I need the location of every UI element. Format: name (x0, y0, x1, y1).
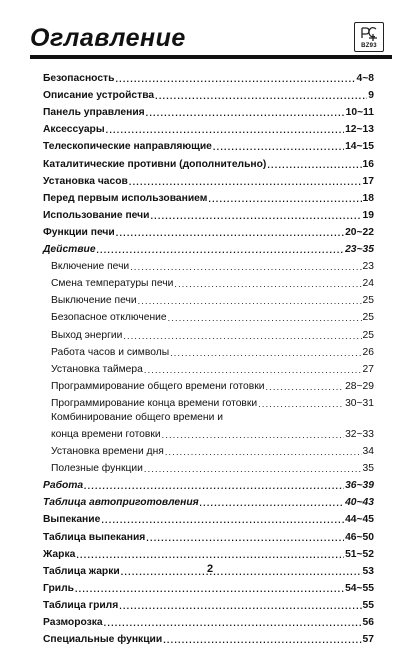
toc-entry (43, 509, 374, 526)
toc-entry-page: 46~50 (345, 531, 374, 543)
toc-entry-label: Действие (43, 244, 96, 256)
toc-leader-dots (123, 330, 361, 342)
toc-entry (43, 188, 374, 205)
toc-entry (43, 102, 374, 119)
toc-entry-label: конца времени готовки (51, 428, 161, 440)
toc-entry-page: 27 (362, 363, 374, 375)
toc-entry-label: Таблица гриля (43, 599, 119, 611)
toc-entry (43, 290, 374, 307)
toc-leader-dots (200, 497, 344, 509)
toc-leader-dots (115, 73, 355, 85)
toc-entry (43, 424, 374, 441)
toc-entry-label: Выпекание (43, 514, 101, 526)
toc-leader-dots (146, 107, 345, 119)
toc-entry-label: Комбинирование общего времени и (51, 411, 223, 423)
toc-entry-page: 20~22 (345, 226, 374, 238)
toc-entry-label: Гриль (43, 582, 74, 594)
toc-entry-page: 51~52 (345, 548, 374, 560)
table-of-contents (43, 68, 374, 646)
page-title: Оглавление (30, 24, 186, 52)
toc-entry-label: Таблица выпекания (43, 531, 146, 543)
toc-entry-label: Разморозка (43, 617, 103, 628)
certification-badge (354, 22, 384, 52)
toc-entry-label: Работа часов и символы (51, 346, 170, 358)
toc-entry (43, 612, 374, 629)
toc-leader-dots (144, 364, 362, 376)
toc-entry-label: Программирование конца времени готовки (51, 397, 258, 409)
toc-leader-dots (165, 446, 362, 458)
toc-entry (43, 68, 374, 85)
toc-entry-label: Установка таймера (51, 363, 143, 375)
toc-leader-dots (163, 634, 361, 646)
toc-leader-dots (150, 210, 361, 222)
toc-entry (43, 153, 374, 170)
toc-entry-page: 12~13 (345, 124, 374, 136)
page-number: 2 (206, 563, 214, 575)
toc-entry (43, 342, 374, 359)
toc-entry-label: Полезные функции (51, 463, 143, 475)
toc-entry-page: 4~8 (356, 73, 374, 85)
toc-leader-dots (138, 295, 362, 307)
toc-leader-dots (84, 480, 344, 492)
toc-leader-dots (155, 90, 367, 102)
toc-entry (43, 526, 374, 543)
toc-entry (43, 393, 374, 410)
toc-leader-dots (106, 124, 344, 136)
toc-entry (43, 410, 374, 424)
toc-entry-page: 16 (362, 158, 374, 170)
toc-entry-page: 55 (362, 599, 374, 611)
toc-leader-dots (101, 514, 344, 526)
toc-entry-page: 24 (362, 278, 374, 290)
toc-entry-label: Аксессуары (43, 124, 105, 136)
toc-entry-page: 32~33 (345, 428, 374, 440)
toc-entry (43, 273, 374, 290)
toc-entry-label: Функции печи (43, 226, 115, 238)
toc-leader-dots (129, 176, 362, 188)
toc-entry-page: 19 (362, 209, 374, 221)
certification-mark-icon (358, 25, 380, 42)
toc-entry-label: Работа (43, 480, 84, 492)
toc-entry (43, 578, 374, 595)
toc-entry (43, 136, 374, 153)
toc-leader-dots (130, 261, 361, 273)
toc-entry (43, 239, 374, 256)
toc-leader-dots (97, 244, 345, 256)
toc-entry-page: 57 (362, 634, 374, 646)
toc-entry-label: Установка времени дня (51, 446, 164, 458)
toc-entry (43, 629, 374, 646)
toc-entry-label: Таблица автоприготовления (43, 497, 199, 509)
toc-leader-dots (75, 583, 344, 595)
toc-entry-page: 30~31 (345, 397, 374, 409)
toc-entry-page: 34 (362, 446, 374, 458)
toc-entry (43, 492, 374, 509)
toc-entry-page: 25 (362, 295, 374, 307)
toc-entry-label: Выход энергии (51, 329, 123, 341)
toc-entry-label: Телескопические направляющие (43, 141, 212, 153)
toc-entry-page: 17 (362, 175, 374, 187)
toc-entry-page: 56 (362, 617, 374, 628)
toc-entry (43, 458, 374, 475)
toc-entry-page: 53 (362, 565, 374, 577)
toc-entry (43, 205, 374, 222)
toc-leader-dots (265, 381, 344, 393)
toc-entry (43, 376, 374, 393)
toc-entry-page: 36~39 (345, 480, 374, 492)
toc-entry-page: 40~43 (345, 497, 374, 509)
toc-entry (43, 256, 374, 273)
toc-entry-page: 23~35 (345, 244, 374, 256)
toc-entry (43, 85, 374, 102)
toc-leader-dots (146, 532, 344, 544)
toc-leader-dots (144, 463, 362, 475)
toc-entry (43, 324, 374, 341)
toc-leader-dots (213, 141, 344, 153)
toc-entry (43, 119, 374, 136)
toc-entry-label: Перед первым использованием (43, 192, 208, 204)
toc-entry-label: Включение печи (51, 261, 130, 273)
toc-entry-label: Описание устройства (43, 90, 155, 102)
toc-leader-dots (267, 159, 361, 171)
toc-entry (43, 171, 374, 188)
toc-entry-label: Установка часов (43, 175, 128, 187)
toc-entry-label: Использование печи (43, 209, 150, 221)
toc-entry-page: 25 (362, 329, 374, 341)
toc-entry-page: 44~45 (345, 514, 374, 526)
toc-entry (43, 359, 374, 376)
toc-leader-dots (170, 347, 361, 359)
toc-entry (43, 475, 374, 492)
toc-entry-page: 18 (362, 192, 374, 204)
toc-entry-label: Жарка (43, 548, 76, 560)
toc-entry-page: 28~29 (345, 380, 374, 392)
toc-entry-page: 35 (362, 463, 374, 475)
toc-entry (43, 222, 374, 239)
toc-entry-page: 26 (362, 346, 374, 358)
toc-leader-dots (116, 227, 344, 239)
toc-leader-dots (162, 429, 344, 441)
toc-leader-dots (208, 193, 361, 205)
toc-entry-page: 25 (362, 312, 374, 324)
toc-leader-dots (104, 617, 362, 629)
toc-entry-label: Смена температуры печи (51, 278, 174, 290)
toc-entry-label: Безопасность (43, 73, 115, 85)
toc-entry-label: Выключение печи (51, 295, 137, 307)
toc-leader-dots (258, 398, 344, 410)
toc-entry-label: Каталитические противни (дополнительно) (43, 158, 267, 170)
title-underline (30, 55, 392, 59)
toc-entry-page: 54~55 (345, 582, 374, 594)
toc-entry-page: 23 (362, 261, 374, 273)
toc-entry-label: Таблица жарки (43, 565, 120, 577)
toc-entry-label: Безопасное отключение (51, 312, 167, 324)
toc-entry-page: 10~11 (345, 107, 374, 119)
toc-leader-dots (174, 278, 361, 290)
toc-entry (43, 544, 374, 561)
toc-leader-dots (119, 600, 361, 612)
toc-leader-dots (168, 312, 362, 324)
toc-entry-page: 9 (368, 90, 374, 102)
toc-entry-label: Панель управления (43, 107, 145, 119)
toc-entry-page: 14~15 (345, 141, 374, 153)
toc-entry (43, 441, 374, 458)
toc-entry-label: Специальные функции (43, 634, 163, 646)
toc-entry (43, 307, 374, 324)
toc-entry (43, 595, 374, 612)
toc-leader-dots (76, 549, 344, 561)
toc-entry-label: Программирование общего времени готовки (51, 380, 265, 392)
certification-code: BZ93 (361, 43, 377, 49)
